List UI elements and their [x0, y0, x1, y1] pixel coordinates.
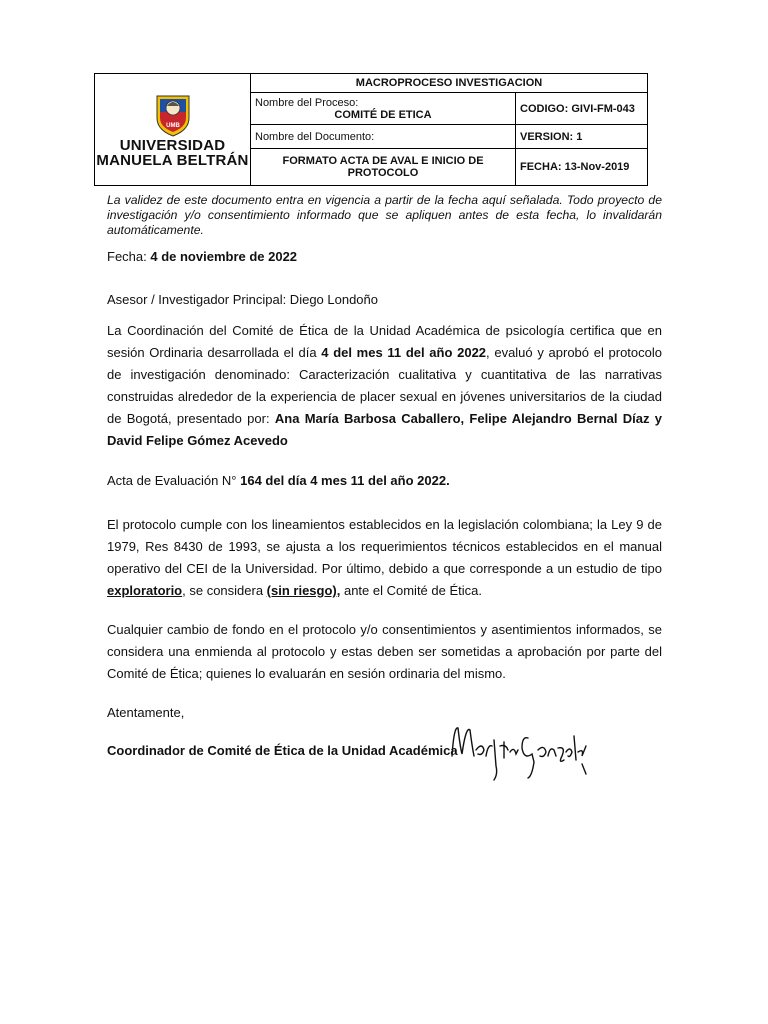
p2-text-a: El protocolo cumple con los lineamientos establecidos en la legislación colombiana; la Ley 9 de 1979, Res 8430 de 1993, se ajusta a los requerimientos técnicos establecidos en el manual operativo del CEI de la Universidad. Por último, debido a que corresponde a un estudio de tipo: [107, 517, 662, 576]
session-date: 4 del mes 11 del año 2022: [321, 345, 487, 360]
university-name-line1: UNIVERSIDAD: [119, 136, 226, 154]
process-name-value: COMITÉ DE ETICA: [334, 108, 432, 121]
document-name-label-cell: [251, 125, 516, 149]
act-value: 164 del día 4 mes 11 del año 2022.: [240, 473, 450, 488]
date-value: 4 de noviembre de 2022: [150, 249, 298, 264]
act-label: Acta de Evaluación N°: [107, 473, 241, 488]
document-header-table: [94, 73, 648, 186]
protocol-compliance-paragraph: [107, 514, 662, 602]
risk-level: (sin riesgo),: [266, 583, 341, 598]
p2-text-c: , se considera: [182, 583, 267, 598]
process-name-label: Nombre del Proceso:: [255, 96, 359, 109]
university-logo-cell: [95, 74, 251, 186]
macroproceso-title: MACROPROCESO INVESTIGACION: [251, 74, 648, 93]
emblem-text: UMB: [165, 122, 180, 129]
university-emblem-icon: [151, 92, 195, 138]
closing-line: Atentamente,: [107, 705, 185, 720]
university-logo: [95, 92, 250, 168]
university-name-line2: MANUELA BELTRÁN: [96, 151, 249, 169]
document-name-label: Nombre del Documento:: [255, 130, 375, 143]
document-name-value: FORMATO ACTA DE AVAL E INICIO DE PROTOCOLO: [282, 155, 484, 180]
amendment-paragraph: Cualquier cambio de fondo en el protocolo y/o consentimientos y asentimientos informados, se considera una enmienda al protocolo y estas deben ser sometidas a aprobación por parte del Comité de Ética; quienes lo evaluarán en sesión ordinaria del mismo.: [107, 622, 662, 681]
certification-paragraph: [107, 320, 662, 452]
date-line: [107, 246, 662, 268]
document-code: CODIGO: GIVI-FM-043: [516, 92, 648, 124]
p2-text-e: ante el Comité de Ética.: [340, 583, 482, 598]
date-label: Fecha:: [107, 249, 151, 264]
evaluation-act-line: [107, 470, 662, 492]
p1-text-c: , evaluó y aprobó el protocolo de investigación denominado: Caracterización cualitativa y cuantitativa de las narrativas construidas alrededor de la experiencia de placer sexual en jóvenes universitarios de la ciudad de Bogotá, presentado por:: [107, 345, 663, 426]
validity-notice: La validez de este documento entra en vigencia a partir de la fecha aquí señalada. Todo proyecto de investigación y/o consentimiento informado que se apliquen antes de esta fecha, lo invalidarán automáticamente.: [107, 193, 662, 237]
study-type: exploratorio: [107, 583, 183, 598]
document-date: FECHA: 13-Nov-2019: [516, 149, 648, 186]
signer-title: Coordinador de Comité de Ética de la Unidad Académica: [107, 743, 458, 758]
advisor-line: Asesor / Investigador Principal: Diego Londoño: [107, 292, 378, 307]
process-name-cell: [251, 92, 516, 124]
document-name-value-cell: [251, 149, 516, 186]
p1-text-a: La Coordinación del Comité de Ética de la Unidad Académica de psicología certifica que en sesión Ordinaria desarrollada el día: [107, 323, 662, 360]
presenters-names: Ana María Barbosa Caballero, Felipe Alejandro Bernal Díaz y David Felipe Gómez Acevedo: [107, 411, 662, 448]
handwritten-signature: [448, 716, 588, 788]
document-version: VERSION: 1: [516, 125, 648, 149]
